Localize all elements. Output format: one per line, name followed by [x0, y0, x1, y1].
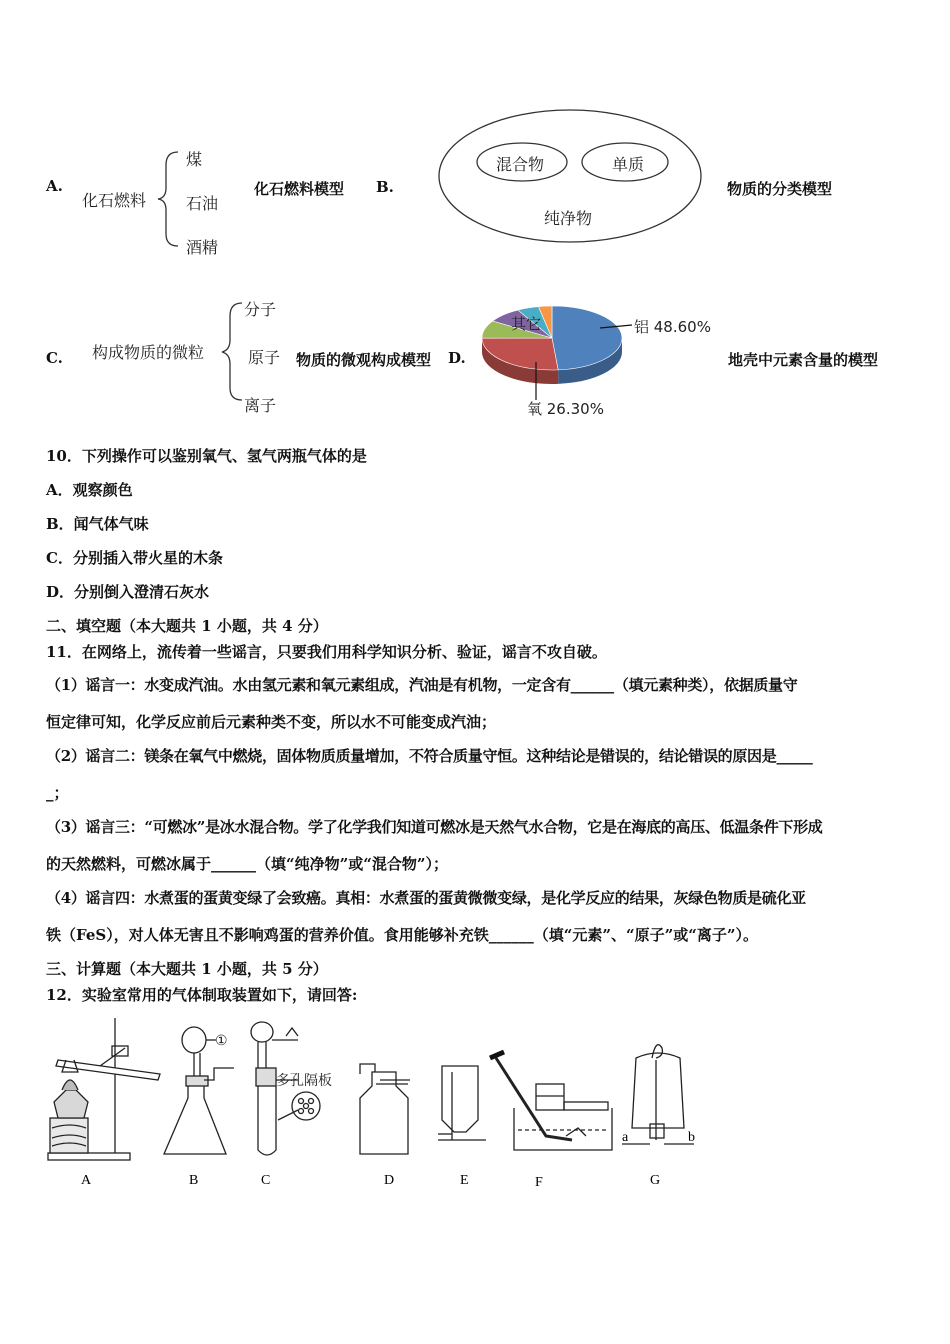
label-pure: 纯净物 — [544, 209, 593, 228]
label-f: F — [535, 1175, 543, 1190]
apparatus-a — [48, 1018, 160, 1160]
g-port-a: a — [622, 1130, 629, 1145]
label-b: B — [189, 1173, 199, 1188]
q11-p1-line2: 恒定律可知，化学反应前后元素种类不变，所以水不可能变成汽油； — [46, 713, 497, 731]
q11-p2-line1: （2）谣言二：镁条在氧气中燃烧，固体物质质量增加，不符合质量守恒。这种结论是错误的，结论错误的原因是_____ — [46, 747, 813, 765]
callout-porous-plate: 多孔隔板 — [276, 1073, 332, 1089]
option-b-caption: 物质的分类模型 — [727, 180, 833, 198]
q11-p3-line2: 的天然燃料，可燃冰属于______（填“纯净物”或“混合物”）； — [46, 855, 449, 873]
q11-stem: 11．在网络上，流传着一些谣言，只要我们用科学知识分析、验证，谣言不攻自破。 — [46, 643, 607, 661]
apparatus-g — [622, 1045, 694, 1144]
option-c-caption: 物质的微观构成模型 — [296, 351, 432, 369]
q10-option-d: D．分别倒入澄清石灰水 — [46, 583, 210, 601]
pie-label-other: 其它 — [511, 315, 542, 333]
fossil-fuel-root: 化石燃料 — [82, 191, 147, 210]
apparatus-f — [490, 1052, 612, 1150]
q12-stem: 12．实验室常用的气体制取装置如下，请回答: — [46, 986, 358, 1004]
option-a-letter: A. — [46, 177, 63, 195]
apparatus-e — [438, 1066, 486, 1140]
q10-stem: 10．下列操作可以鉴别氧气、氢气两瓶气体的是 — [46, 447, 367, 465]
option-a-caption: 化石燃料模型 — [254, 180, 345, 198]
option-d-caption: 地壳中元素含量的模型 — [728, 351, 879, 369]
q10-option-a: A．观察颜色 — [46, 481, 133, 499]
fossil-item-alcohol: 酒精 — [186, 238, 219, 257]
option-d-letter: D. — [448, 349, 466, 367]
fossil-item-oil: 石油 — [186, 194, 219, 213]
label-c: C — [261, 1173, 271, 1188]
q10-option-b: B．闻气体气味 — [46, 515, 149, 533]
label-d: D — [384, 1173, 395, 1188]
q11-p3-line1: （3）谣言三：“可燃冰”是冰水混合物。学了化学我们知道可燃冰是天然气水合物，它是在海底的高压、低温条件下形成 — [46, 818, 823, 836]
particle-item-molecule: 分子 — [244, 300, 277, 319]
option-b-letter: B. — [376, 178, 394, 196]
particle-root: 构成物质的微粒 — [92, 343, 205, 362]
fossil-item-coal: 煤 — [186, 150, 203, 169]
label-element: 单质 — [612, 155, 645, 174]
callout-1: ① — [215, 1034, 228, 1049]
particle-item-ion: 离子 — [244, 396, 277, 415]
g-port-b: b — [688, 1130, 695, 1145]
particle-item-atom: 原子 — [248, 348, 281, 367]
pie-label-aluminum: 铝 48.60% — [634, 318, 711, 336]
label-a: A — [81, 1173, 92, 1188]
q11-p1-line1: （1）谣言一：水变成汽油。水由氢元素和氧元素组成，汽油是有机物，一定含有______（填元素种类），依据质量守 — [46, 676, 798, 694]
label-g: G — [650, 1173, 661, 1188]
option-c-letter: C. — [46, 349, 63, 367]
section-3-heading: 三、计算题（本大题共 1 小题，共 5 分） — [46, 960, 328, 978]
q11-p4-line2: 铁（FeS），对人体无害且不影响鸡蛋的营养价值。食用能够补充铁______（填“元素”、“原子”或“离子”）。 — [46, 926, 758, 944]
q11-p4-line1: （4）谣言四：水煮蛋的蛋黄变绿了会致癌。真相：水煮蛋的蛋黄微微变绿，是化学反应的结果，灰绿色物质是硫化亚 — [46, 889, 806, 907]
pie-label-oxygen: 氧 26.30% — [527, 400, 604, 418]
label-e: E — [460, 1173, 469, 1188]
label-mixture: 混合物 — [496, 155, 545, 174]
q10-option-c: C．分别插入带火星的木条 — [46, 549, 223, 567]
apparatus-d — [360, 1064, 410, 1154]
q11-p2-line2: _； — [46, 784, 69, 802]
section-2-heading: 二、填空题（本大题共 1 小题，共 4 分） — [46, 617, 328, 635]
